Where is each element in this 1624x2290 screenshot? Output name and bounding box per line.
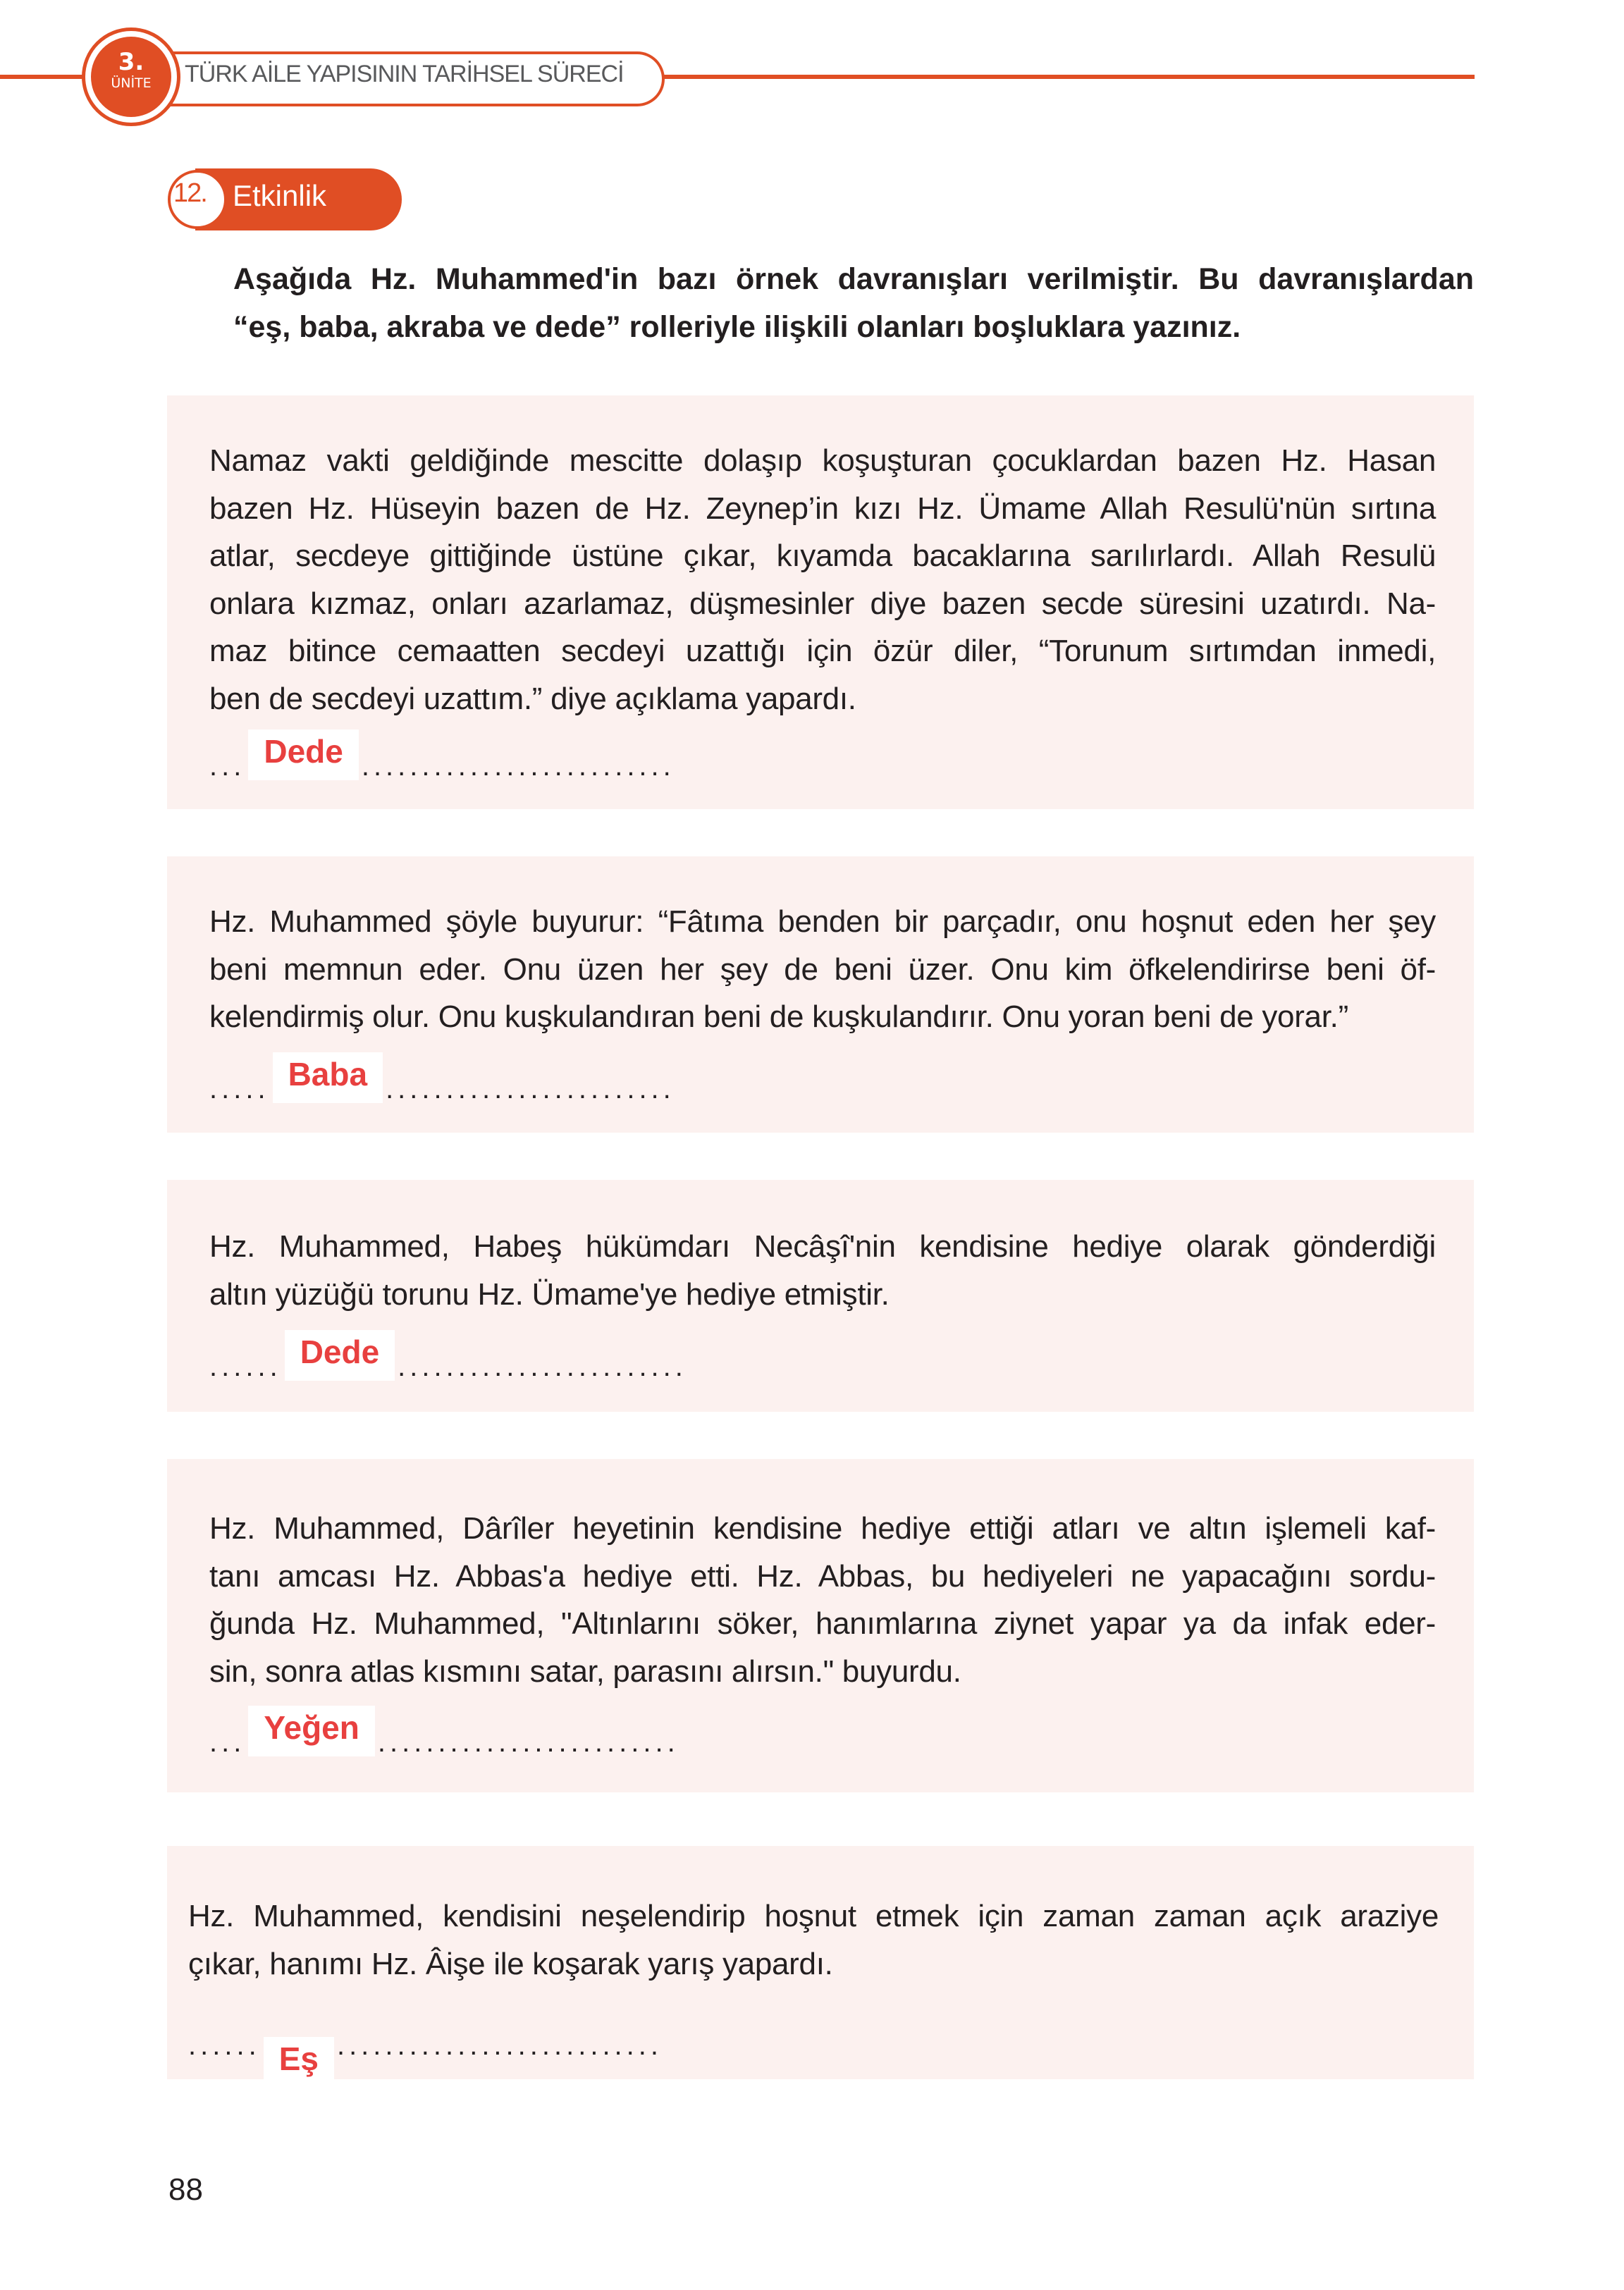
answer-dots: ...... bbox=[188, 2030, 261, 2061]
unit-number: 3. bbox=[118, 48, 144, 76]
instruction-line: Aşağıda Hz. Muhammed'in bazı örnek davranışları verilmiştir. Bu davranışlardan bbox=[233, 262, 1474, 296]
answer-dots: ..... bbox=[209, 1073, 270, 1104]
activity-item-1 bbox=[167, 395, 1474, 809]
instruction-line: “eş, baba, akraba ve dede” rolleriyle ilişkili olanları boşluklara yazınız. bbox=[233, 310, 1241, 344]
activity-label: Etkinlik bbox=[233, 179, 327, 212]
text-line: Hz. Muhammed, Habeş hükümdarı Necâşî'nin kendisine hediye olarak gönderdiği bbox=[209, 1229, 1436, 1264]
answer-dots: ...... bbox=[209, 1351, 282, 1382]
page-number: 88 bbox=[168, 2172, 203, 2207]
answer-row bbox=[209, 1052, 675, 1103]
instruction bbox=[233, 255, 1474, 351]
text-line: Namaz vakti geldiğinde mescitte dolaşıp koşuşturan çocuklardan bazen Hz. Hasan bbox=[209, 443, 1436, 478]
text-line: sin, sonra atlas kısmını satar, parasını alırsın." buyurdu. bbox=[209, 1654, 961, 1689]
text-line: bazen Hz. Hüseyin bazen de Hz. Zeynep’in kızı Hz. Ümame Allah Resulü'nün sırtına bbox=[209, 491, 1436, 526]
text-line: ben de secdeyi uzattım.” diye açıklama yapardı. bbox=[209, 681, 856, 716]
text-line: çıkar, hanımı Hz. Âişe ile koşarak yarış yapardı. bbox=[188, 1946, 833, 1981]
answer-dots: ... bbox=[209, 751, 246, 782]
unit-badge bbox=[91, 37, 171, 117]
answer-field[interactable]: Eş bbox=[264, 2037, 334, 2088]
activity-item-4 bbox=[167, 1459, 1474, 1792]
activity-number: 12. bbox=[173, 178, 207, 208]
text-line: tanı amcası Hz. Abbas'a hediye etti. Hz. Abbas, bu hediyeleri ne yapacağını sordu- bbox=[209, 1558, 1436, 1594]
answer-dots: ........................ bbox=[386, 1073, 675, 1104]
text-line: beni memnun eder. Onu üzen her şey de beni üzer. Onu kim öfkelendirirse beni öf- bbox=[209, 952, 1436, 987]
answer-dots: ........................ bbox=[398, 1351, 687, 1382]
answer-dots: ... bbox=[209, 1727, 246, 1758]
activity-item-3 bbox=[167, 1180, 1474, 1412]
answer-field[interactable]: Dede bbox=[248, 730, 358, 780]
text-line: Hz. Muhammed, kendisini neşelendirip hoşnut etmek için zaman zaman açık araziye bbox=[188, 1899, 1439, 1933]
answer-row bbox=[188, 2009, 663, 2077]
item-text bbox=[209, 437, 1436, 722]
answer-row bbox=[209, 730, 675, 780]
answer-row bbox=[209, 1706, 679, 1756]
answer-dots: ......................... bbox=[377, 1727, 679, 1758]
unit-label: ÜNİTE bbox=[111, 75, 152, 91]
item-text bbox=[209, 1505, 1436, 1695]
text-line: onlara kızmaz, onları azarlamaz, düşmesinler diye bazen secde süresini uzatırdı. Na- bbox=[209, 586, 1436, 621]
item-text bbox=[209, 898, 1436, 1041]
answer-dots: .......................... bbox=[361, 751, 675, 782]
text-line: ğunda Hz. Muhammed, "Altınlarını söker, hanımlarına ziynet yapar ya da infak eder- bbox=[209, 1606, 1436, 1641]
text-line: Hz. Muhammed şöyle buyurur: “Fâtıma benden bir parçadır, onu hoşnut eden her şey bbox=[209, 904, 1436, 939]
answer-field[interactable]: Baba bbox=[273, 1052, 383, 1103]
answer-field[interactable]: Dede bbox=[285, 1330, 395, 1381]
unit-title: TÜRK AİLE YAPISININ TARİHSEL SÜRECİ bbox=[185, 61, 624, 87]
text-line: maz bitince cemaatten secdeyi uzattığı için özür diler, “Torunum sırtımdan inmedi, bbox=[209, 634, 1436, 668]
answer-dots: ........................... bbox=[336, 2030, 663, 2061]
item-text bbox=[209, 1223, 1436, 1318]
text-line: altın yüzüğü torunu Hz. Ümame'ye hediye etmiştir. bbox=[209, 1276, 890, 1312]
answer-field[interactable]: Yeğen bbox=[248, 1706, 375, 1756]
activity-item-2 bbox=[167, 856, 1474, 1133]
activity-item-5 bbox=[167, 1846, 1474, 2079]
text-line: atlar, secdeye gittiğinde üstüne çıkar, kıyamda bacaklarına sarılırlardı. Allah Resulü bbox=[209, 538, 1436, 573]
text-line: Hz. Muhammed, Dârîler heyetinin kendisine hediye ettiği atları ve altın işlemeli kaf- bbox=[209, 1511, 1436, 1546]
item-text bbox=[188, 1892, 1439, 1988]
answer-row bbox=[209, 1330, 687, 1381]
text-line: kelendirmiş olur. Onu kuşkulandıran beni de kuşkulandırır. Onu yoran beni de yorar.” bbox=[209, 999, 1348, 1034]
